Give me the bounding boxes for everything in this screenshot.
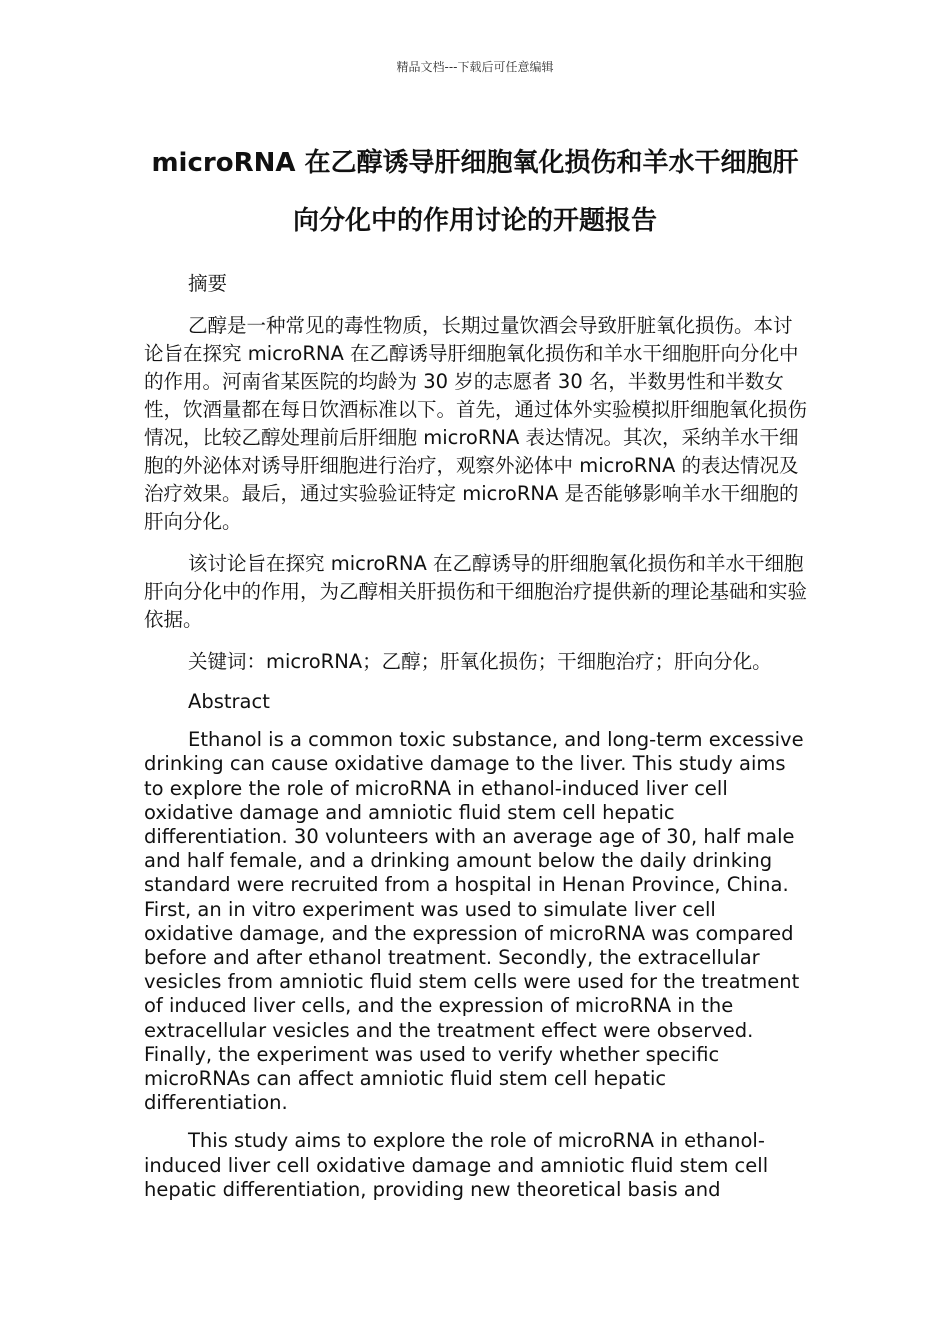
document-title: microRNA 在乙醇诱导肝细胞氧化损伤和羊水干细胞肝向分化中的作用讨论的开题报告 (151, 148, 799, 236)
document-body (144, 270, 808, 1216)
abstract-cn-paragraph-2: 该讨论旨在探究 microRNA 在乙醇诱导的肝细胞氧化损伤和羊水干细胞肝向分化中的作用，为乙醇相关肝损伤和干细胞治疗提供新的理论基础和实验依据。 (144, 552, 808, 631)
keywords-line: 关键词：microRNA；乙醇；肝氧化损伤；干细胞治疗；肝向分化。 (188, 650, 772, 673)
abstract-cn-paragraph-1: 乙醇是一种常见的毒性物质，长期过量饮酒会导致肝脏氧化损伤。本讨论旨在探究 microRNA 在乙醇诱导肝细胞氧化损伤和羊水干细胞肝向分化中的作用。河南省某医院的均龄为 30 岁的志愿者 30 名，半数男性和半数女性，饮酒量都在每日饮酒标准以下。首先，通过体外实验模拟肝细胞氧化损伤情况，比较乙醇处理前后肝细胞 microRNA 表达情况。其次，采纳羊水干细胞的外泌体对诱导肝细胞进行治疗，观察外泌体中 microRNA 的表达情况及治疗效果。最后，通过实验验证特定 microRNA 是否能够影响羊水干细胞的肝向分化。 (144, 314, 808, 533)
abstract-en-paragraph-1: Ethanol is a common toxic substance, and long-term excessive drinking can cause oxidative damage to the liver. This study aims to explore the role of microRNA in ethanol-induced liver cell oxidative damage and amniotic fluid stem cell hepatic differentiation. 30 volunteers with an average age of 30, half male and half female, and a drinking amount below the daily drinking standard were recruited from a hospital in Henan Province, China. First, an in vitro experiment was used to simulate liver cell oxidative damage, and the expression of microRNA was compared before and after ethanol treatment. Secondly, the extracellular vesicles from amniotic fluid stem cells were used for the treatment of induced liver cells, and the expression of microRNA in the extracellular vesicles and the treatment effect were observed. Finally, the experiment was used to verify whether specific microRNAs can affect amniotic fluid stem cell hepatic differentiation. (144, 728, 804, 1115)
abstract-cn-heading: 摘要 (188, 272, 228, 295)
abstract-en-paragraph-2: This study aims to explore the role of microRNA in ethanol-induced liver cell oxidative damage and amniotic fluid stem cell hepatic differentiation, providing new theoretical basis and (144, 1129, 769, 1201)
abstract-en-heading: Abstract (188, 690, 270, 713)
header-note: 精品文档---下载后可任意编辑 (396, 60, 554, 74)
